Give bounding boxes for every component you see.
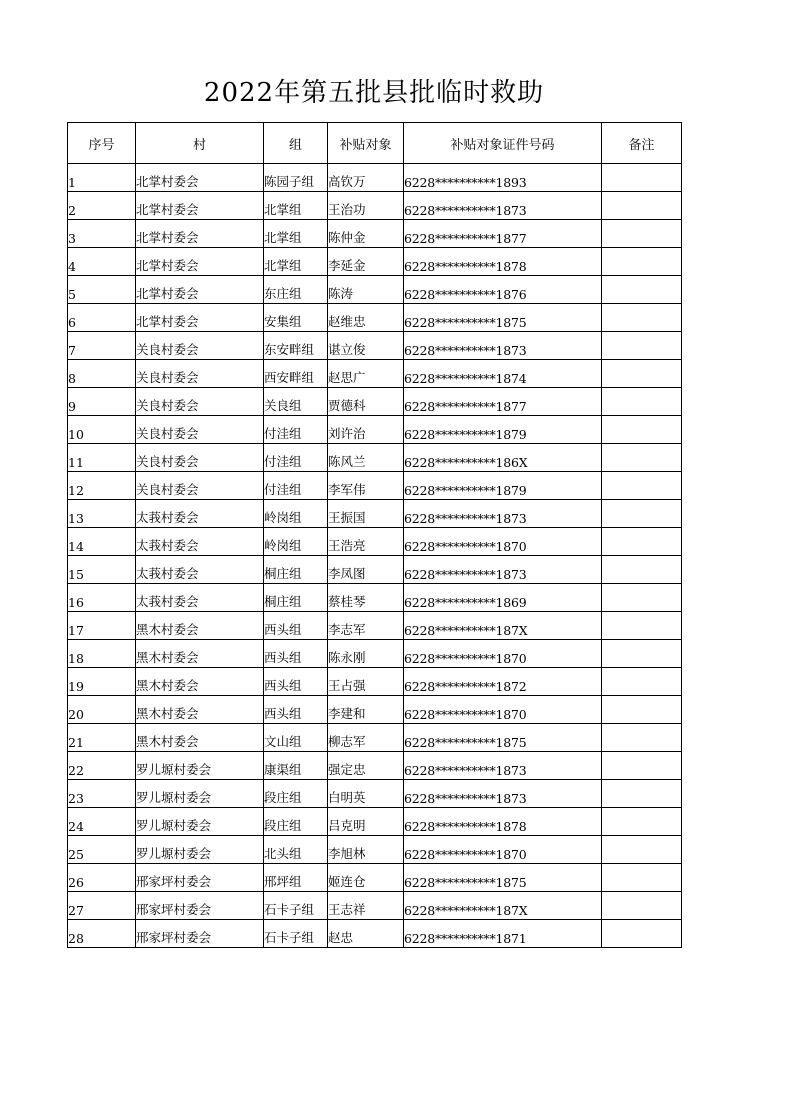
group-cell: 段庄组 <box>264 808 328 836</box>
id-number-cell: 6228**********187X <box>404 612 602 640</box>
village-cell: 北掌村委会 <box>136 164 264 192</box>
remarks-cell <box>602 164 682 192</box>
village-cell: 北掌村委会 <box>136 248 264 276</box>
village-cell: 北掌村委会 <box>136 192 264 220</box>
serial-cell: 24 <box>68 808 136 836</box>
serial-cell: 21 <box>68 724 136 752</box>
remarks-cell <box>602 472 682 500</box>
recipient-cell: 李延金 <box>328 248 404 276</box>
village-cell: 太莪村委会 <box>136 584 264 612</box>
table-row <box>68 388 682 416</box>
table-row <box>68 640 682 668</box>
id-number-cell: 6228**********187X <box>404 892 602 920</box>
recipient-cell: 王占强 <box>328 668 404 696</box>
group-cell: 付洼组 <box>264 472 328 500</box>
serial-cell: 8 <box>68 360 136 388</box>
remarks-cell <box>602 752 682 780</box>
header-village: 村 <box>136 123 264 164</box>
remarks-cell <box>602 920 682 948</box>
remarks-cell <box>602 640 682 668</box>
serial-cell: 27 <box>68 892 136 920</box>
table-row <box>68 500 682 528</box>
group-cell: 西头组 <box>264 696 328 724</box>
header-remarks: 备注 <box>602 123 682 164</box>
serial-cell: 19 <box>68 668 136 696</box>
serial-cell: 26 <box>68 864 136 892</box>
recipient-cell: 赵维忠 <box>328 304 404 332</box>
village-cell: 黑木村委会 <box>136 696 264 724</box>
serial-cell: 22 <box>68 752 136 780</box>
remarks-cell <box>602 808 682 836</box>
group-cell: 陈园子组 <box>264 164 328 192</box>
village-cell: 北掌村委会 <box>136 220 264 248</box>
remarks-cell <box>602 248 682 276</box>
serial-cell: 16 <box>68 584 136 612</box>
serial-cell: 1 <box>68 164 136 192</box>
relief-table <box>67 122 682 948</box>
group-cell: 岭岗组 <box>264 528 328 556</box>
serial-cell: 3 <box>68 220 136 248</box>
recipient-cell: 白明英 <box>328 780 404 808</box>
id-number-cell: 6228**********1873 <box>404 500 602 528</box>
serial-cell: 25 <box>68 836 136 864</box>
id-number-cell: 6228**********1879 <box>404 416 602 444</box>
id-number-cell: 6228**********1875 <box>404 724 602 752</box>
table-row <box>68 192 682 220</box>
village-cell: 黑木村委会 <box>136 724 264 752</box>
remarks-cell <box>602 696 682 724</box>
id-number-cell: 6228**********1873 <box>404 192 602 220</box>
id-number-cell: 6228**********1873 <box>404 332 602 360</box>
recipient-cell: 李军伟 <box>328 472 404 500</box>
remarks-cell <box>602 388 682 416</box>
table-row <box>68 472 682 500</box>
group-cell: 桐庄组 <box>264 556 328 584</box>
remarks-cell <box>602 192 682 220</box>
id-number-cell: 6228**********1873 <box>404 556 602 584</box>
remarks-cell <box>602 528 682 556</box>
header-serial: 序号 <box>68 123 136 164</box>
village-cell: 太莪村委会 <box>136 528 264 556</box>
group-cell: 安集组 <box>264 304 328 332</box>
group-cell: 北掌组 <box>264 220 328 248</box>
village-cell: 黑木村委会 <box>136 612 264 640</box>
village-cell: 邢家坪村委会 <box>136 864 264 892</box>
recipient-cell: 柳志军 <box>328 724 404 752</box>
header-recipient: 补贴对象 <box>328 123 404 164</box>
remarks-cell <box>602 500 682 528</box>
village-cell: 邢家坪村委会 <box>136 892 264 920</box>
group-cell: 付洼组 <box>264 444 328 472</box>
remarks-cell <box>602 892 682 920</box>
remarks-cell <box>602 304 682 332</box>
table-row <box>68 416 682 444</box>
village-cell: 关良村委会 <box>136 472 264 500</box>
group-cell: 石卡子组 <box>264 892 328 920</box>
group-cell: 北头组 <box>264 836 328 864</box>
table-row <box>68 724 682 752</box>
village-cell: 北掌村委会 <box>136 304 264 332</box>
village-cell: 太莪村委会 <box>136 556 264 584</box>
serial-cell: 5 <box>68 276 136 304</box>
recipient-cell: 李志军 <box>328 612 404 640</box>
table-row <box>68 528 682 556</box>
recipient-cell: 谌立俊 <box>328 332 404 360</box>
serial-cell: 9 <box>68 388 136 416</box>
group-cell: 付洼组 <box>264 416 328 444</box>
recipient-cell: 蔡桂琴 <box>328 584 404 612</box>
recipient-cell: 赵思广 <box>328 360 404 388</box>
group-cell: 关良组 <box>264 388 328 416</box>
remarks-cell <box>602 556 682 584</box>
header-id-number: 补贴对象证件号码 <box>404 123 602 164</box>
table-row <box>68 332 682 360</box>
group-cell: 北掌组 <box>264 248 328 276</box>
id-number-cell: 6228**********1874 <box>404 360 602 388</box>
village-cell: 关良村委会 <box>136 388 264 416</box>
recipient-cell: 刘许治 <box>328 416 404 444</box>
group-cell: 北掌组 <box>264 192 328 220</box>
recipient-cell: 陈涛 <box>328 276 404 304</box>
group-cell: 岭岗组 <box>264 500 328 528</box>
serial-cell: 2 <box>68 192 136 220</box>
serial-cell: 28 <box>68 920 136 948</box>
serial-cell: 4 <box>68 248 136 276</box>
id-number-cell: 6228**********1879 <box>404 472 602 500</box>
serial-cell: 13 <box>68 500 136 528</box>
village-cell: 罗儿塬村委会 <box>136 808 264 836</box>
group-cell: 西头组 <box>264 668 328 696</box>
document-title: 2022年第五批县批临时救助 <box>203 78 545 108</box>
header-group: 组 <box>264 123 328 164</box>
table-row <box>68 360 682 388</box>
table-row <box>68 248 682 276</box>
id-number-cell: 6228**********1878 <box>404 808 602 836</box>
remarks-cell <box>602 836 682 864</box>
table-row <box>68 752 682 780</box>
recipient-cell: 王志祥 <box>328 892 404 920</box>
group-cell: 桐庄组 <box>264 584 328 612</box>
remarks-cell <box>602 584 682 612</box>
recipient-cell: 陈风兰 <box>328 444 404 472</box>
id-number-cell: 6228**********186X <box>404 444 602 472</box>
id-number-cell: 6228**********1871 <box>404 920 602 948</box>
remarks-cell <box>602 220 682 248</box>
table-row <box>68 780 682 808</box>
recipient-cell: 高钦万 <box>328 164 404 192</box>
table-row <box>68 892 682 920</box>
serial-cell: 20 <box>68 696 136 724</box>
village-cell: 北掌村委会 <box>136 276 264 304</box>
table-row <box>68 612 682 640</box>
id-number-cell: 6228**********1878 <box>404 248 602 276</box>
id-number-cell: 6228**********1875 <box>404 864 602 892</box>
id-number-cell: 6228**********1870 <box>404 836 602 864</box>
remarks-cell <box>602 332 682 360</box>
table-row <box>68 920 682 948</box>
recipient-cell: 李旭林 <box>328 836 404 864</box>
village-cell: 关良村委会 <box>136 332 264 360</box>
village-cell: 关良村委会 <box>136 360 264 388</box>
village-cell: 罗儿塬村委会 <box>136 780 264 808</box>
header-row <box>68 123 682 164</box>
remarks-cell <box>602 864 682 892</box>
recipient-cell: 赵忠 <box>328 920 404 948</box>
recipient-cell: 陈仲金 <box>328 220 404 248</box>
village-cell: 邢家坪村委会 <box>136 920 264 948</box>
group-cell: 邢坪组 <box>264 864 328 892</box>
table-row <box>68 668 682 696</box>
village-cell: 关良村委会 <box>136 416 264 444</box>
table-row <box>68 304 682 332</box>
recipient-cell: 李建和 <box>328 696 404 724</box>
village-cell: 罗儿塬村委会 <box>136 836 264 864</box>
id-number-cell: 6228**********1893 <box>404 164 602 192</box>
remarks-cell <box>602 668 682 696</box>
table-row <box>68 276 682 304</box>
group-cell: 康渠组 <box>264 752 328 780</box>
remarks-cell <box>602 444 682 472</box>
id-number-cell: 6228**********1870 <box>404 696 602 724</box>
serial-cell: 12 <box>68 472 136 500</box>
serial-cell: 6 <box>68 304 136 332</box>
table-row <box>68 444 682 472</box>
table-row <box>68 220 682 248</box>
village-cell: 黑木村委会 <box>136 640 264 668</box>
id-number-cell: 6228**********1876 <box>404 276 602 304</box>
id-number-cell: 6228**********1873 <box>404 780 602 808</box>
serial-cell: 7 <box>68 332 136 360</box>
group-cell: 石卡子组 <box>264 920 328 948</box>
recipient-cell: 陈永刚 <box>328 640 404 668</box>
serial-cell: 23 <box>68 780 136 808</box>
table-row <box>68 864 682 892</box>
recipient-cell: 李凤图 <box>328 556 404 584</box>
recipient-cell: 强定忠 <box>328 752 404 780</box>
group-cell: 西安畔组 <box>264 360 328 388</box>
id-number-cell: 6228**********1877 <box>404 388 602 416</box>
serial-cell: 11 <box>68 444 136 472</box>
group-cell: 文山组 <box>264 724 328 752</box>
group-cell: 东庄组 <box>264 276 328 304</box>
table-row <box>68 808 682 836</box>
table-row <box>68 836 682 864</box>
table-row <box>68 556 682 584</box>
id-number-cell: 6228**********1877 <box>404 220 602 248</box>
remarks-cell <box>602 360 682 388</box>
village-cell: 太莪村委会 <box>136 500 264 528</box>
village-cell: 黑木村委会 <box>136 668 264 696</box>
group-cell: 东安畔组 <box>264 332 328 360</box>
remarks-cell <box>602 724 682 752</box>
group-cell: 段庄组 <box>264 780 328 808</box>
id-number-cell: 6228**********1869 <box>404 584 602 612</box>
recipient-cell: 王浩亮 <box>328 528 404 556</box>
table-row <box>68 584 682 612</box>
table-row <box>68 696 682 724</box>
id-number-cell: 6228**********1870 <box>404 640 602 668</box>
recipient-cell: 王治功 <box>328 192 404 220</box>
village-cell: 关良村委会 <box>136 444 264 472</box>
remarks-cell <box>602 612 682 640</box>
remarks-cell <box>602 276 682 304</box>
table-row <box>68 164 682 192</box>
id-number-cell: 6228**********1875 <box>404 304 602 332</box>
id-number-cell: 6228**********1873 <box>404 752 602 780</box>
recipient-cell: 吕克明 <box>328 808 404 836</box>
recipient-cell: 贾德科 <box>328 388 404 416</box>
serial-cell: 10 <box>68 416 136 444</box>
serial-cell: 14 <box>68 528 136 556</box>
id-number-cell: 6228**********1870 <box>404 528 602 556</box>
recipient-cell: 王振国 <box>328 500 404 528</box>
table-body <box>68 164 682 948</box>
recipient-cell: 姬连仓 <box>328 864 404 892</box>
remarks-cell <box>602 416 682 444</box>
remarks-cell <box>602 780 682 808</box>
group-cell: 西头组 <box>264 612 328 640</box>
serial-cell: 18 <box>68 640 136 668</box>
serial-cell: 17 <box>68 612 136 640</box>
serial-cell: 15 <box>68 556 136 584</box>
group-cell: 西头组 <box>264 640 328 668</box>
village-cell: 罗儿塬村委会 <box>136 752 264 780</box>
id-number-cell: 6228**********1872 <box>404 668 602 696</box>
